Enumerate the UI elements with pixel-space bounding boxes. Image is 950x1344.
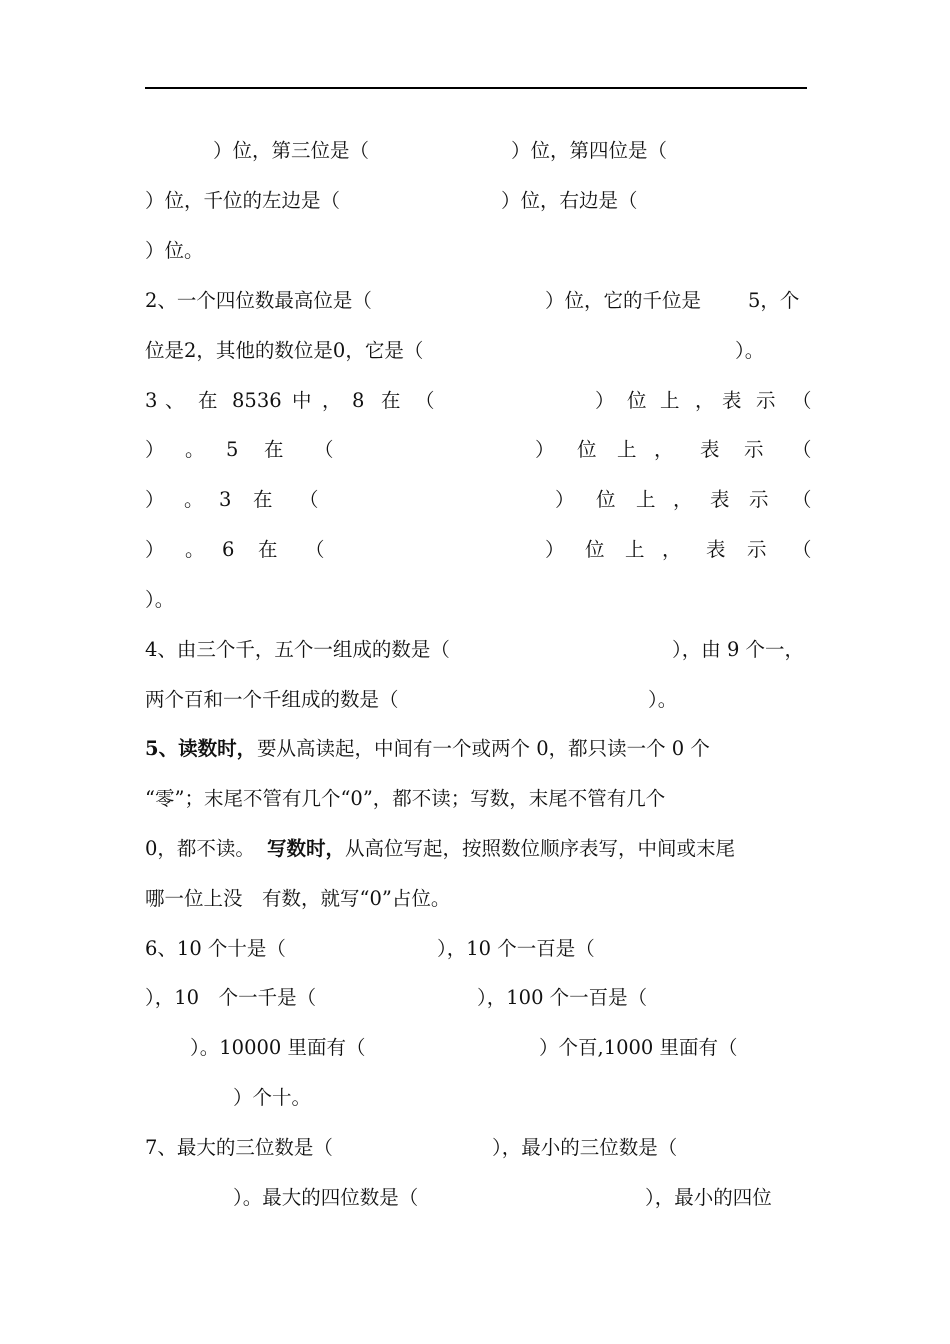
text-segment: 上 [660,389,680,412]
text-segment: （ [314,438,334,461]
text-segment: 5 [226,438,239,461]
text-segment: ）位，它的千位是 [545,289,702,312]
text-segment: 5、读数时， [145,737,257,760]
text-segment: ） [145,538,165,561]
text-segment: 3 [145,389,158,412]
text-segment: 3 [219,488,232,511]
text-segment: ， [695,389,715,412]
text-segment: ）。 [145,588,175,611]
text-segment: 位 [627,389,647,412]
text-segment: 。 [185,538,205,561]
text-segment: 8536 [232,389,282,412]
text-segment: ），最小的四位 [645,1186,772,1209]
text-segment: ）。 [735,339,765,362]
text-segment: ）。 [648,688,678,711]
text-segment: 示 [744,438,764,461]
text-segment: 从高位写起，按照数位顺序表写，中间或末尾 [345,837,736,860]
text-segment: 要从高读起，中间有一个或两个 0，都只读一个 0 个 [257,737,710,760]
text-segment: ）位，千位的左边是（ [145,189,341,212]
text-segment: （ [792,438,812,461]
text-segment: 表 [706,538,726,561]
text-segment: 上 [617,438,637,461]
text-segment: 上 [625,538,645,561]
text-segment: （ [299,488,319,511]
header-rule [145,87,807,89]
text-segment: 。 [185,438,205,461]
text-segment: 。 [184,488,204,511]
text-segment: ， [673,488,693,511]
text-segment: ）位。 [145,239,204,262]
text-segment: 2、一个四位数最高位是（ [145,289,372,312]
text-segment: ， [654,438,674,461]
text-segment: 在 [381,389,401,412]
text-segment: 写数时， [267,837,346,860]
text-segment: 示 [747,538,767,561]
text-segment: 示 [749,488,769,511]
text-segment: 表 [700,438,720,461]
text-segment: 、 [165,389,185,412]
text-segment: 在 [264,438,284,461]
text-segment: 0，都不读。 [145,837,255,860]
text-segment: 表 [722,389,742,412]
text-segment: ） [595,389,615,412]
text-segment: ）。最大的四位数是（ [233,1186,419,1209]
text-segment: 位 [577,438,597,461]
text-segment: ） [555,488,575,511]
text-segment: ）个十。 [233,1086,312,1109]
text-segment: （ [792,389,812,412]
text-segment: 在 [198,389,218,412]
text-segment: ） [145,438,165,461]
text-segment: 位 [596,488,616,511]
text-segment: ），100 个一百是（ [477,986,648,1009]
text-segment: ）。10000 里面有（ [190,1036,366,1059]
text-segment: 在 [258,538,278,561]
text-segment: 7、最大的三位数是（ [145,1136,333,1159]
text-segment: （ [792,538,812,561]
text-segment: 位 [585,538,605,561]
text-segment: ） [535,438,555,461]
text-segment: ），10 个一千是（ [145,986,317,1009]
text-segment: 中 [292,389,312,412]
text-segment: 4、由三个千，五个一组成的数是（ [145,638,450,661]
text-segment: ），由 9 个一， [672,638,805,661]
text-segment: （ [305,538,325,561]
text-segment: 位是2，其他的数位是0，它是（ [145,339,424,362]
text-segment: 6、10 个十是（ [145,937,286,960]
text-segment: ）个百,1000 里面有（ [539,1036,738,1059]
text-segment: 5，个 [748,289,800,312]
text-segment: ）位，第四位是（ [511,139,668,162]
text-segment: 两个百和一个千组成的数是（ [145,688,399,711]
text-segment: ， [662,538,682,561]
text-segment: ） [545,538,565,561]
text-segment: ），10 个一百是（ [437,937,595,960]
text-segment: ， [322,389,342,412]
text-segment: （ [792,488,812,511]
text-segment: ），最小的三位数是（ [492,1136,678,1159]
text-segment: 6 [222,538,235,561]
text-segment: 哪一位上没 有数，就写“0”占位。 [145,887,451,910]
text-segment: （ [415,389,435,412]
text-segment: ） [145,488,165,511]
text-segment: 在 [253,488,273,511]
text-segment: 上 [636,488,656,511]
text-segment: ）位，右边是（ [501,189,638,212]
text-segment: 表 [710,488,730,511]
text-segment: ）位，第三位是（ [213,139,370,162]
text-segment: 8 [352,389,365,412]
text-segment: 示 [756,389,776,412]
text-segment: “零”；末尾不管有几个“0”，都不读；写数，末尾不管有几个 [145,787,666,810]
